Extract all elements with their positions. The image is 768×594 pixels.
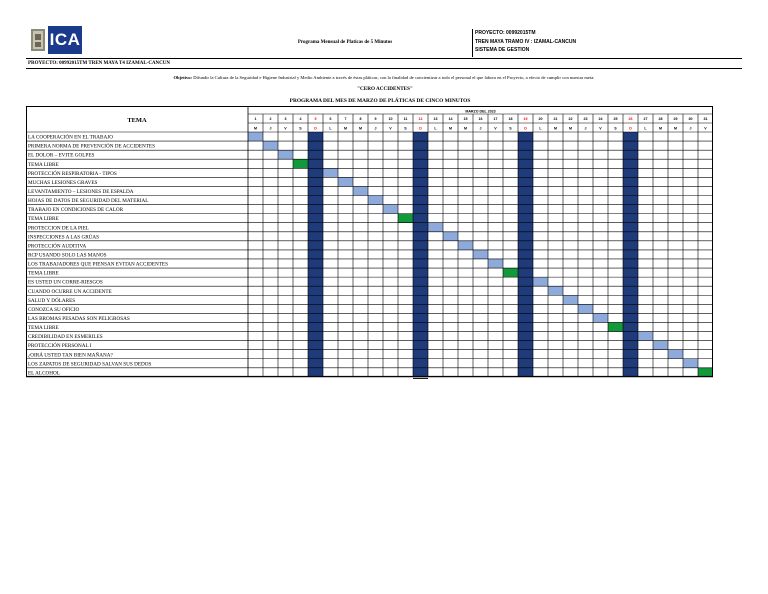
weekday-letter: J bbox=[269, 126, 272, 131]
weekday-letter: D bbox=[419, 126, 422, 131]
scheduled-cell bbox=[428, 223, 443, 232]
weekday-letter: L bbox=[644, 126, 647, 131]
weekday-letter: M bbox=[359, 126, 362, 131]
scheduled-cell bbox=[323, 168, 338, 177]
day-number: 23 bbox=[583, 117, 588, 122]
weekday-letter: J bbox=[479, 126, 482, 131]
topic-label: EL DOLOR – EVITE GOLPES bbox=[28, 152, 95, 159]
objective-label: Objetivo: bbox=[173, 75, 193, 80]
weekday-letter: L bbox=[539, 126, 542, 131]
scheduled-cell bbox=[443, 232, 458, 241]
day-number: 21 bbox=[553, 117, 558, 122]
topic-label: LEVANTAMIENTO – LESIONES DE ESPALDA bbox=[28, 189, 134, 196]
day-number: 26 bbox=[628, 117, 633, 122]
topic-label: LOS ZAPATOS DE SEGURIDAD SALVAN SUS DEDOS bbox=[28, 361, 152, 368]
day-number: 28 bbox=[658, 117, 663, 122]
day-number: 2 bbox=[269, 117, 272, 122]
objective-text bbox=[60, 75, 708, 80]
sunday-column bbox=[308, 132, 323, 377]
scheduled-cell bbox=[263, 141, 278, 150]
scheduled-cell bbox=[563, 295, 578, 304]
weekday-letter: S bbox=[299, 126, 302, 131]
weekday-letter: J bbox=[584, 126, 587, 131]
scheduled-cell bbox=[293, 159, 308, 168]
topic-label: TEMA LIBRE bbox=[28, 161, 59, 168]
schedule-grid bbox=[26, 106, 714, 381]
day-number: 20 bbox=[538, 117, 543, 122]
header-divider bbox=[26, 58, 742, 59]
day-number: 1 bbox=[254, 117, 257, 122]
project-divider bbox=[26, 68, 742, 69]
weekday-letter: L bbox=[434, 126, 437, 131]
scheduled-cell bbox=[698, 368, 713, 377]
weekday-letter: D bbox=[524, 126, 527, 131]
day-number: 29 bbox=[673, 117, 678, 122]
day-number: 19 bbox=[523, 117, 528, 122]
weekday-letter: J bbox=[374, 126, 377, 131]
project-info-box bbox=[472, 29, 741, 57]
day-number: 17 bbox=[493, 117, 498, 122]
project-line: PROYECTO: 00992015TM TREN MAYA T4 IZAMAL-CANCUN bbox=[28, 61, 171, 66]
topic-label: TEMA LIBRE bbox=[28, 216, 59, 223]
month-label: MARZO DEL 2023 bbox=[465, 109, 496, 114]
topic-label: INSPECCIONES A LAS GRÚAS bbox=[28, 234, 100, 241]
sunday-column bbox=[623, 132, 638, 377]
weekday-letter: J bbox=[689, 126, 692, 131]
program-title: PROGRAMA DEL MES DE MARZO DE PLÁTICAS DE CINCO MINUTOS bbox=[289, 98, 471, 104]
objective-body: Difundir la Cultura de la Seguridad e Higiene Industrial y Medio Ambiente a través de éstas pláticas, con la finalidad de concientizar a todo el personal el que labora en el Proyecto, a efecto de cumplir con nuestra meta: bbox=[192, 75, 595, 80]
weekday-letter: S bbox=[404, 126, 407, 131]
scheduled-cell bbox=[473, 250, 488, 259]
day-number: 30 bbox=[688, 117, 693, 122]
day-number: 18 bbox=[508, 117, 513, 122]
day-number: 11 bbox=[403, 117, 408, 122]
scheduled-cell bbox=[533, 277, 548, 286]
day-number: 8 bbox=[359, 117, 362, 122]
weekday-letter: M bbox=[464, 126, 467, 131]
day-number: 6 bbox=[329, 117, 332, 122]
weekday-letter: M bbox=[659, 126, 662, 131]
scheduled-cell bbox=[683, 359, 698, 368]
topic-label: PROTECCIÓN AUDITIVA bbox=[28, 243, 87, 250]
weekday-letter: M bbox=[674, 126, 677, 131]
day-number: 13 bbox=[433, 117, 438, 122]
scheduled-cell bbox=[488, 259, 503, 268]
project-code: PROYECTO: 00992015TM bbox=[475, 30, 536, 36]
scheduled-cell bbox=[608, 322, 623, 331]
topic-label: RCP USANDO SOLO LAS MANOS bbox=[28, 252, 107, 259]
scheduled-cell bbox=[638, 332, 653, 341]
scheduled-cell bbox=[338, 177, 353, 186]
topic-label: CREDIBILIDAD EN ESMERILES bbox=[28, 334, 103, 341]
scheduled-cell bbox=[653, 341, 668, 350]
weekday-letter: M bbox=[449, 126, 452, 131]
day-number: 5 bbox=[314, 117, 317, 122]
ica-logo-text: ICA bbox=[48, 26, 82, 54]
weekday-letter: V bbox=[284, 126, 287, 131]
schedule-svg bbox=[26, 106, 714, 381]
day-number: 12 bbox=[418, 117, 423, 122]
day-number: 10 bbox=[388, 117, 393, 122]
day-number: 3 bbox=[284, 117, 287, 122]
weekday-letter: D bbox=[629, 126, 632, 131]
scheduled-cell bbox=[668, 350, 683, 359]
day-number: 27 bbox=[643, 117, 648, 122]
topic-label: ¿OIRÁ USTED TAN BIEN MAÑANA? bbox=[28, 352, 113, 359]
topic-label: LOS TRABAJADORES QUE PIENSAN EVITAN ACCIDENTES bbox=[28, 261, 168, 268]
weekday-letter: V bbox=[494, 126, 497, 131]
weekday-letter: S bbox=[509, 126, 512, 131]
weekday-letter: M bbox=[254, 126, 257, 131]
emblem-icon bbox=[30, 26, 46, 54]
scheduled-cell bbox=[548, 286, 563, 295]
topic-label: PROTECCIÓN RESPIRATORIA - TIPOS bbox=[28, 170, 117, 177]
scheduled-cell bbox=[353, 186, 368, 195]
management-system: SISTEMA DE GESTION bbox=[475, 47, 530, 53]
weekday-letter: M bbox=[554, 126, 557, 131]
scheduled-cell bbox=[383, 205, 398, 214]
scheduled-cell bbox=[578, 304, 593, 313]
topic-label: SALUD Y DÓLARES bbox=[28, 297, 76, 304]
scheduled-cell bbox=[593, 313, 608, 322]
topic-label: TEMA LIBRE bbox=[28, 270, 59, 277]
topic-label: PRIMERA NORMA DE PREVENCIÓN DE ACCIDENTES bbox=[28, 143, 155, 150]
weekday-letter: V bbox=[599, 126, 602, 131]
topic-label: CUANDO OCURRE UN ACCIDENTE bbox=[28, 288, 112, 295]
weekday-letter: V bbox=[704, 126, 707, 131]
day-number: 25 bbox=[613, 117, 618, 122]
topic-label: HOJAS DE DATOS DE SEGURIDAD DEL MATERIAL bbox=[28, 198, 149, 205]
scheduled-cell bbox=[368, 195, 383, 204]
day-number: 31 bbox=[703, 117, 708, 122]
sunday-column bbox=[413, 132, 428, 377]
day-number: 24 bbox=[598, 117, 603, 122]
day-number: 16 bbox=[478, 117, 483, 122]
weekday-letter: V bbox=[389, 126, 392, 131]
topic-label: LAS BROMAS PESADAS SON PELIGROSAS bbox=[28, 316, 130, 322]
document-title: Programa Mensual de Platicas de 5 Minutos bbox=[297, 40, 393, 45]
scheduled-cell bbox=[503, 268, 518, 277]
topic-label: PROTECCIÓN PERSONAL I bbox=[28, 343, 92, 350]
weekday-letter: M bbox=[344, 126, 347, 131]
topic-label: EL ALCOHOL bbox=[28, 370, 60, 377]
day-number: 22 bbox=[568, 117, 573, 122]
day-number: 4 bbox=[299, 117, 302, 122]
weekday-letter: L bbox=[329, 126, 332, 131]
day-number: 15 bbox=[463, 117, 468, 122]
topic-label: TEMA LIBRE bbox=[28, 325, 59, 332]
motto: "CERO ACCIDENTES" bbox=[357, 86, 413, 92]
weekday-letter: S bbox=[614, 126, 617, 131]
sunday-column bbox=[518, 132, 533, 377]
topic-label: ES USTED UN CORRE-RIESGOS bbox=[28, 279, 103, 286]
topic-label: CONOZCA SU OFICIO bbox=[28, 306, 80, 313]
day-number: 9 bbox=[374, 117, 377, 122]
topic-label: PROTECCION DE LA PIEL bbox=[28, 225, 89, 232]
topic-label: TRABAJO EN CONDICIONES DE CALOR bbox=[28, 207, 124, 214]
weekday-letter: D bbox=[314, 126, 317, 131]
scheduled-cell bbox=[248, 132, 263, 141]
weekday-letter: M bbox=[569, 126, 572, 131]
scheduled-cell bbox=[398, 214, 413, 223]
project-section: TREN MAYA TRAMO IV : IZAMAL-CANCUN bbox=[475, 38, 577, 45]
scheduled-cell bbox=[458, 241, 473, 250]
company-logo bbox=[30, 26, 82, 54]
topic-label: MUCHAS LESIONES GRAVES bbox=[28, 179, 98, 186]
tema-header: TEMA bbox=[127, 117, 147, 124]
scheduled-cell bbox=[278, 150, 293, 159]
topic-label: LA COOPERACIÓN EN EL TRABAJO bbox=[28, 134, 114, 141]
day-number: 7 bbox=[344, 117, 347, 122]
day-number: 14 bbox=[448, 117, 453, 122]
